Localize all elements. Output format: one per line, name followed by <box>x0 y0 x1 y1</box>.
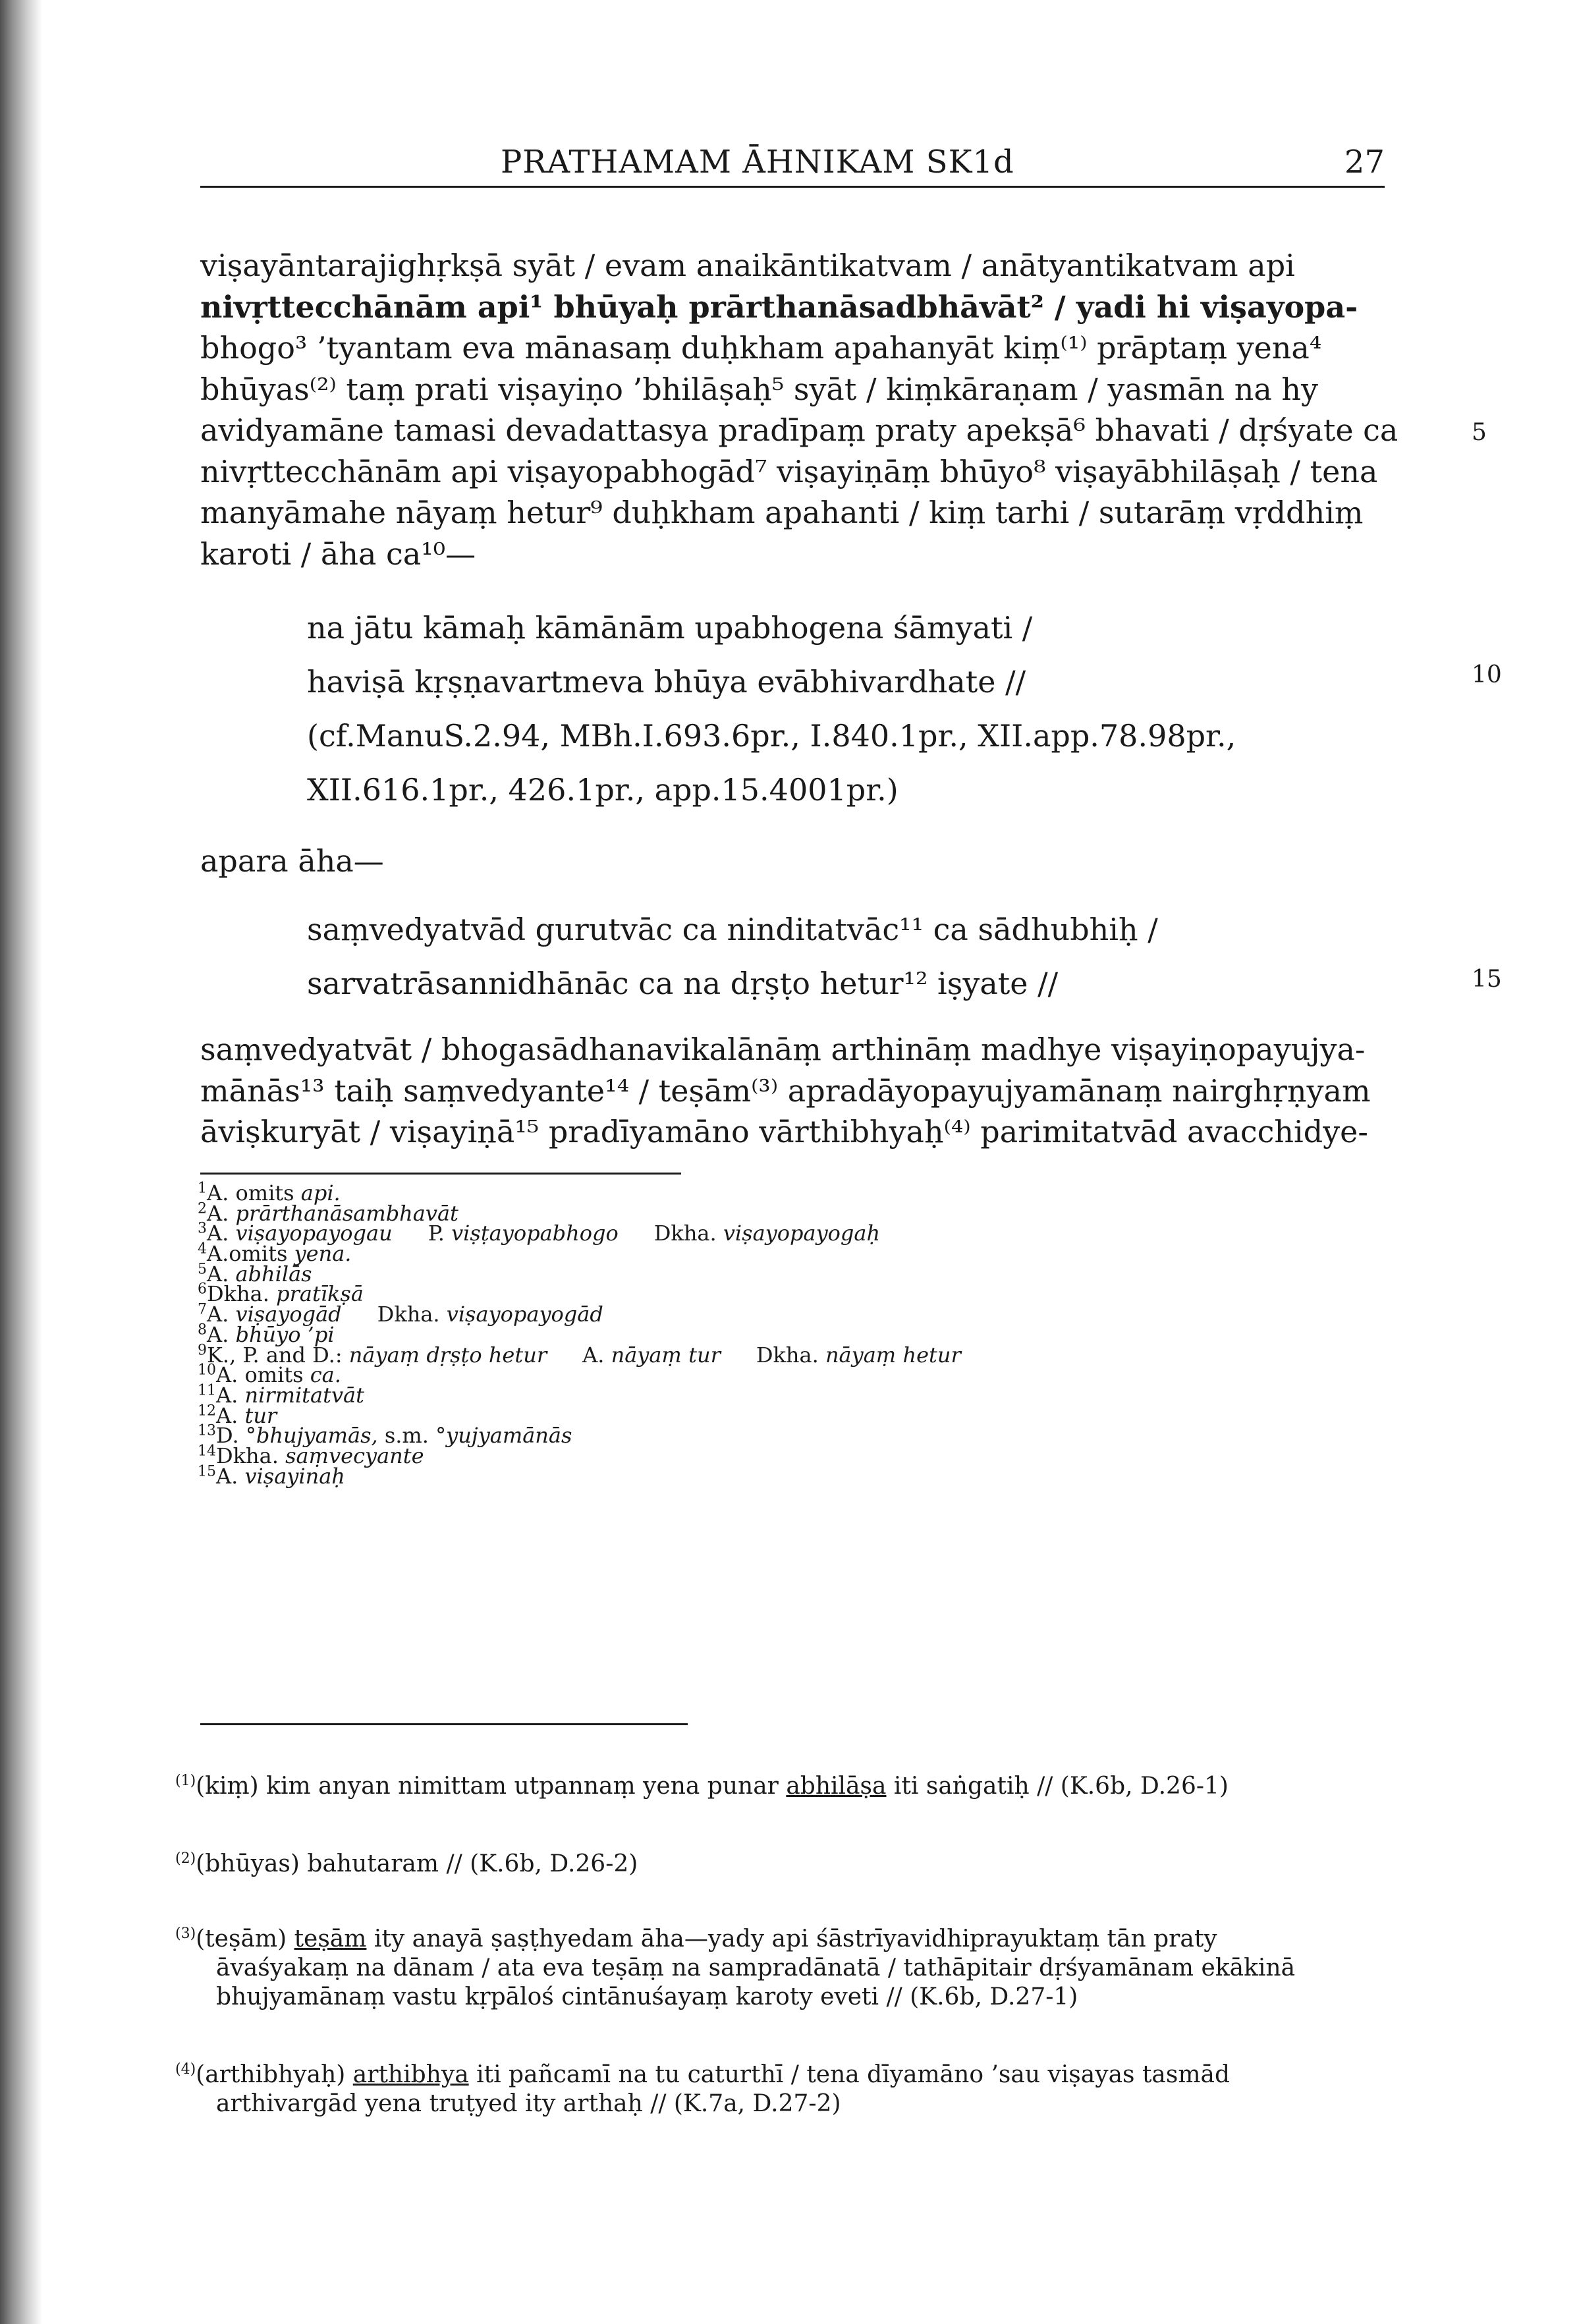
verse-line: haviṣā kṛṣṇavartmeva bhūya evābhivardhate // <box>307 664 1026 700</box>
footnote: $^2$A. prārthanāsambhavāt <box>198 1200 458 1226</box>
footnote: $^5$A. abhilās <box>198 1261 312 1286</box>
text-line: nivṛttecchānām api viṣayopabhogād⁷ viṣayiṇāṃ bhūyo⁸ viṣayābhilāṣaḥ / tena <box>200 453 1378 489</box>
line-number: 10 <box>1472 661 1502 688</box>
verse-block-2 <box>307 902 1158 1010</box>
verse-block-1 <box>307 601 1236 817</box>
text-line: āviṣkuryāt / viṣayiṇā¹⁵ pradīyamāno vārthibhyaḥ⁽⁴⁾ parimitatvād avacchidye- <box>200 1114 1368 1149</box>
line-number: 15 <box>1472 966 1502 993</box>
text-line: saṃvedyatvāt / bhogasādhanavikalānāṃ arthināṃ madhye viṣayiṇopayujya- <box>200 1032 1366 1067</box>
verse-line: (cf.ManuS.2.94, MBh.I.693.6pr., I.840.1pr., XII.app.78.98pr., <box>307 718 1236 754</box>
line-number: 5 <box>1472 419 1487 446</box>
footnote: $^{14}$Dkha. saṃvecyante <box>198 1443 424 1468</box>
endnote-rule <box>200 1723 688 1725</box>
running-title: PRATHAMAM ĀHNIKAM SK1d <box>501 144 1014 180</box>
verse-line: saṃvedyatvād gurutvāc ca ninditatvāc¹¹ ca sādhubhiḥ / <box>307 912 1158 947</box>
footnote: $^3$A. viṣayopayogau P. viṣṭayopabhogo Dkha. viṣayopayogaḥ <box>198 1220 881 1246</box>
apara-line: apara āha— <box>200 843 384 879</box>
endnote-1: $^{(1)}$(kiṃ) kim anyan nimittam utpannaṃ yena punar abhilāṣa iti saṅgatiḥ // (K.6b, D.26-1) <box>175 1773 1229 1800</box>
footnote: $^9$K., P. and D.: nāyaṃ dṛṣṭo hetur A. nāyaṃ tur Dkha. nāyaṃ hetur <box>198 1341 961 1368</box>
text-line: viṣayāntarajighṛkṣā syāt / evam anaikāntikatvam / anātyantikatvam api <box>200 248 1295 283</box>
endnote-2: $^{(2)}$(bhūyas) bahutaram // (K.6b, D.26-2) <box>175 1850 638 1877</box>
text-line: bhūyas⁽²⁾ taṃ prati viṣayiṇo ’bhilāṣaḥ⁵ syāt / kiṃkāraṇam / yasmān na hy <box>200 371 1319 407</box>
footnote: $^{10}$A. omits ca. <box>198 1362 341 1388</box>
footnote: $^8$A. bhūyo ’pi <box>198 1321 335 1347</box>
text-line: avidyamāne tamasi devadattasya pradīpaṃ praty apekṣā⁶ bhavati / dṛśyate ca <box>200 412 1398 448</box>
endnote-4: $^{(4)}$(arthibhyaḥ) arthibhya iti pañcamī na tu caturthī / tena dīyamāno ’sau viṣayas tasmād arthivargād yena truṭyed ity arthaḥ // (K.7a, D.27-2) <box>175 2061 1231 2117</box>
verse-line: na jātu kāmaḥ kāmānām upabhogena śāmyati / <box>307 610 1033 646</box>
footnote: $^7$A. viṣayogād Dkha. viṣayopayogād <box>198 1301 603 1327</box>
text-line: karoti / āha ca¹⁰— <box>200 536 476 572</box>
running-header <box>200 136 1385 188</box>
verse-line: XII.616.1pr., 426.1pr., app.15.4001pr.) <box>307 772 899 808</box>
footnote-rule <box>200 1173 681 1175</box>
page-number: 27 <box>1344 144 1385 180</box>
footnotes <box>198 1180 961 1489</box>
text-line: manyāmahe nāyaṃ hetur⁹ duḥkham apahanti / kiṃ tarhi / sutarāṃ vṛddhiṃ <box>200 495 1364 530</box>
main-paragraph-2 <box>200 1029 1385 1153</box>
footnote: $^1$A. omits api. <box>198 1180 341 1205</box>
text-line: nivṛttecchānām api¹ bhūyaḥ prārthanāsadbhāvāt² / yadi hi viṣayopa- <box>200 289 1358 325</box>
footnote: $^{13}$D. °bhujyamās, s.m. °yujyamānās <box>198 1422 572 1449</box>
footnote: $^6$Dkha. pratīkṣā <box>198 1281 364 1307</box>
footnote: $^4$A.omits yena. <box>198 1240 352 1267</box>
footnote: $^{11}$A. nirmitatvāt <box>198 1382 364 1408</box>
footnote: $^{15}$A. viṣayinaḥ <box>198 1462 345 1489</box>
text-line: mānās¹³ taiḥ saṃvedyante¹⁴ / teṣām⁽³⁾ apradāyopayujyamānaṃ nairghṛṇyam <box>200 1072 1371 1109</box>
footnote: $^{12}$A. tur <box>198 1402 277 1428</box>
verse-line: sarvatrāsannidhānāc ca na dṛṣṭo hetur¹² iṣyate // <box>307 966 1059 1001</box>
scan-page-edge <box>0 0 42 2324</box>
text-line: bhogo³ ’tyantam eva mānasaṃ duḥkham apahanyāt kiṃ⁽¹⁾ prāptaṃ yena⁴ <box>200 330 1322 366</box>
endnote-3: $^{(3)}$(teṣām) teṣām ity anayā ṣaṣṭhyedam āha—yady api śāstrīyavidhiprayuktaṃ tān praty āvaśyakaṃ na dānam / ata eva teṣāṃ na sampradānatā / tathāpitair dṛśyamānam ekākinā bhujyamānaṃ vastu kṛpāloś cintānuśayaṃ karoty eveti // (K.6b, D.27-1) <box>175 1925 1296 2010</box>
main-paragraph-1 <box>200 245 1398 574</box>
